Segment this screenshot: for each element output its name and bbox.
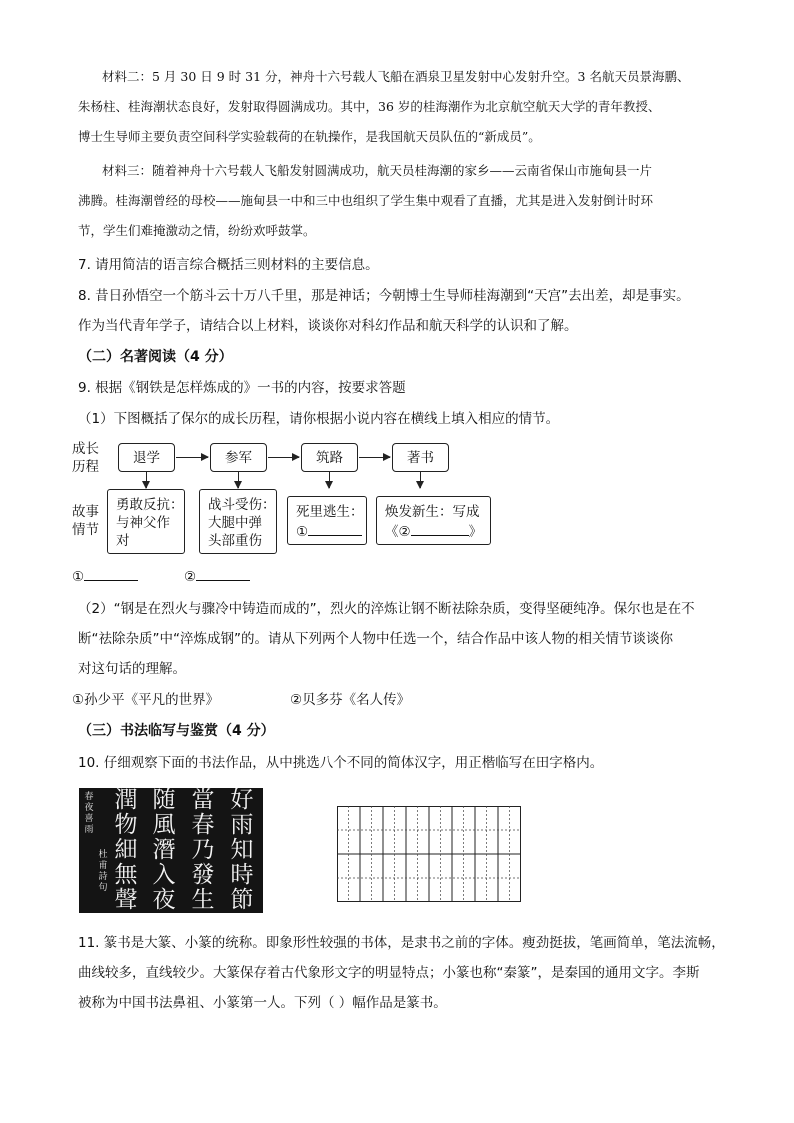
question-11-line-3: 被称为中国书法鼻祖、小篆第一人。下列（ ）幅作品是篆书。	[78, 995, 447, 1011]
arrow-right-2	[268, 457, 299, 458]
section-2-heading: （二）名著阅读（4 分）	[78, 349, 233, 365]
answer-blank-2[interactable]: ②	[184, 566, 250, 587]
stage-box-3: 筑路	[301, 443, 358, 472]
calligraphy-column-3: 随 風 潛 入 夜	[152, 788, 176, 913]
question-11-line-2: 曲线较多，直线较少。大篆保存着古代象形文字的明显特点；小篆也称“秦篆”，是秦国的通用文字。李斯	[78, 965, 700, 981]
option-2: ②贝多芬《名人传》	[290, 692, 411, 708]
question-8-line-2: 作为当代青年学子，请结合以上材料，谈谈你对科幻作品和航天科学的认识和了解。	[78, 318, 578, 334]
question-8-line-1: 8. 昔日孙悟空一个筋斗云十万八千里，那是神话；今朝博士生导师桂海潮到“天宫”去出差，却是事实。	[78, 288, 690, 304]
plot-box-3: 死里逃生： ①	[287, 496, 367, 545]
question-9-1: （1）下图概括了保尔的成长历程，请你根据小说内容在横线上填入相应的情节。	[78, 411, 560, 427]
material-2-line-3: 博士生导师主要负责空间科学实验载荷的在轨操作，是我国航天员队伍的“新成员”。	[78, 129, 541, 144]
calligraphy-small-author: 杜 甫 詩 句	[98, 850, 108, 893]
calligraphy-column-4: 潤 物 細 無 聲	[114, 788, 138, 913]
material-2-line-2: 朱杨柱、桂海潮状态良好，发射取得圆满成功。其中，36 岁的桂海潮作为北京航空航天大学的青年教授、	[78, 99, 661, 114]
section-3-heading: （三）书法临写与鉴赏（4 分）	[78, 723, 275, 739]
tianzige-grid[interactable]	[337, 806, 521, 902]
arrow-right-1	[176, 457, 208, 458]
material-3-line-2: 沸腾。桂海潮曾经的母校——施甸县一中和三中也组织了学生集中观看了直播，尤其是进入发射倒计时环	[78, 193, 654, 208]
question-9-2-line-2: 断“祛除杂质”中“淬炼成钢”的。请从下列两个人物中任选一个，结合作品中该人物的相关情节谈谈你	[78, 631, 673, 647]
arrow-right-3	[359, 457, 390, 458]
calligraphy-small-title: 春 夜 喜 雨	[84, 792, 94, 835]
calligraphy-column-1: 好 雨 知 時 節	[230, 788, 254, 913]
question-9-2-line-1: （2）“钢是在烈火与骤冷中铸造而成的”，烈火的淬炼让钢不断祛除杂质，变得坚硬纯净。保尔也是在不	[78, 601, 695, 617]
question-11-line-1: 11. 篆书是大篆、小篆的统称。即象形性较强的书体，是隶书之前的字体。瘦劲挺拔，笔画简单，笔法流畅，	[78, 935, 725, 951]
plot-box-4: 焕发新生：写成 《② 》	[376, 496, 491, 545]
blank-2[interactable]	[411, 521, 469, 536]
material-3-line-3: 节，学生们难掩激动之情，纷纷欢呼鼓掌。	[78, 223, 316, 238]
stage-box-1: 退学	[118, 443, 175, 472]
question-10: 10. 仔细观察下面的书法作品，从中挑选八个不同的简体汉字，用正楷临写在田字格内。	[78, 755, 604, 771]
row-label-plot: 故事 情节	[72, 504, 99, 538]
calligraphy-column-2: 當 春 乃 發 生	[191, 788, 215, 913]
arrow-down-2	[238, 472, 239, 488]
option-1: ①孙少平《平凡的世界》	[72, 692, 220, 708]
row-label-growth: 成长 历程	[72, 441, 99, 475]
blank-1[interactable]	[308, 521, 362, 536]
stage-box-2: 参军	[210, 443, 267, 472]
plot-box-2: 战斗受伤： 大腿中弹 头部重伤	[199, 489, 277, 554]
question-7: 7. 请用简洁的语言综合概括三则材料的主要信息。	[78, 257, 379, 273]
answer-blank-1[interactable]: ①	[72, 566, 138, 587]
material-3-line-1: 材料三：随着神舟十六号载人飞船发射圆满成功，航天员桂海潮的家乡——云南省保山市施甸县一片	[102, 163, 653, 178]
question-9: 9. 根据《钢铁是怎样炼成的》一书的内容，按要求答题	[78, 380, 406, 396]
calligraphy-artwork	[79, 788, 263, 913]
arrow-down-3	[329, 472, 330, 488]
plot-box-1: 勇敢反抗： 与神父作 对	[107, 489, 185, 554]
material-2-line-1: 材料二：5 月 30 日 9 时 31 分，神舟十六号载人飞船在酒泉卫星发射中心发射升空。3 名航天员景海鹏、	[102, 69, 690, 84]
question-9-2-line-3: 对这句话的理解。	[78, 661, 186, 677]
stage-box-4: 著书	[392, 443, 449, 472]
arrow-down-1	[146, 472, 147, 488]
arrow-down-4	[420, 472, 421, 488]
